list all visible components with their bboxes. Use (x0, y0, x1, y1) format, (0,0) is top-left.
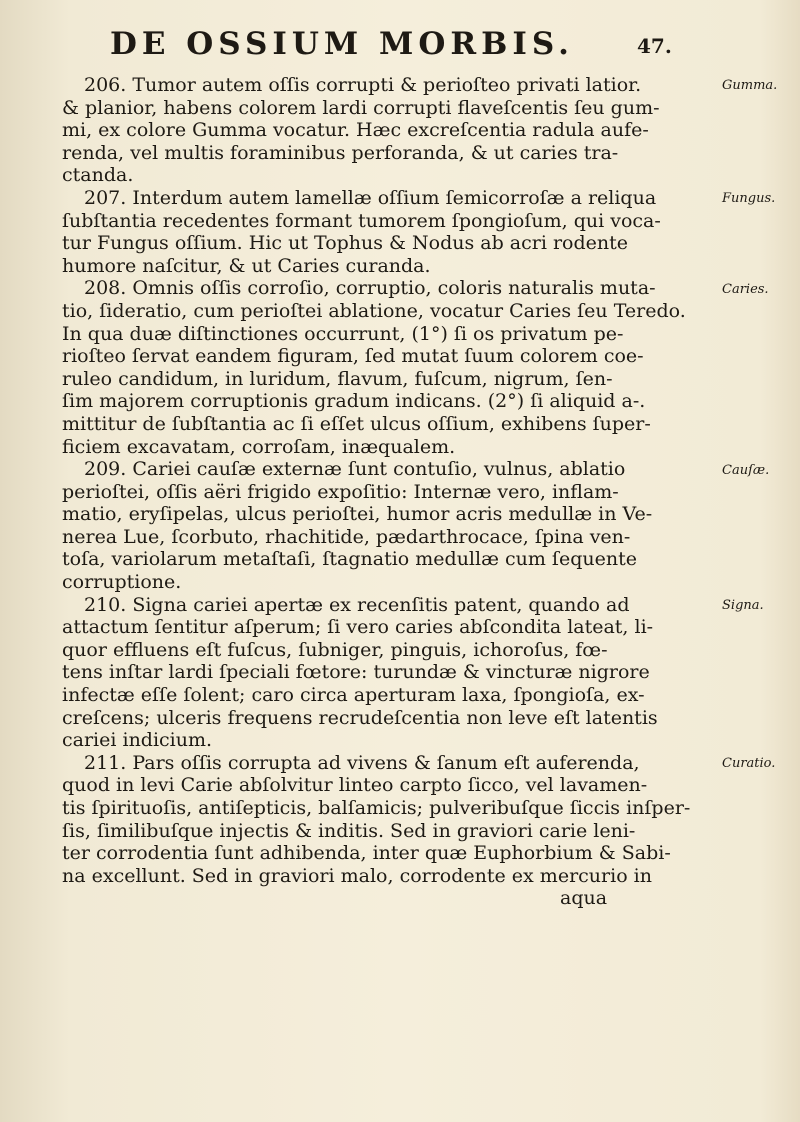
running-title: DE OSSIUM MORBIS. (110, 26, 574, 62)
text-line: infectæ eſſe ſolent; caro circa aperturam laxa, ſpongioſa, ex- (62, 684, 645, 707)
text-line: humore naſcitur, & ut Caries curanda. (62, 254, 431, 277)
text-line: mi, ex colore Gumma vocatur. Hæc excreſcentia radula aufe- (62, 119, 649, 142)
text-line: quor effluens eſt fuſcus, ſubniger, pinguis, ichoroſus, fœ- (62, 638, 608, 661)
text-line: creſcens; ulceris frequens recrudeſcentia non leve eſt latentis (62, 706, 658, 729)
text-line: quod in levi Carie abſolvitur linteo carpto ſicco, vel lavamen- (62, 774, 648, 797)
body-text (62, 74, 717, 910)
text-line: 211. Pars oſſis corrupta ad vivens & ſanum eſt auferenda, (84, 751, 640, 774)
text-line: toſa, variolarum metaſtaſi, ſtagnatio medullæ cum ſequente (62, 548, 637, 571)
text-line: nerea Lue, ſcorbuto, rhachitide, pædarthrocace, ſpina ven- (62, 525, 631, 548)
text-line: ctanda. (62, 164, 134, 187)
text-line: perioſtei, oſſis aëri frigido expoſitio: Internæ vero, inflam- (62, 480, 619, 503)
catchword: aqua (560, 887, 608, 910)
text-line: In qua duæ diſtinctiones occurrunt, (1°) ſi os privatum pe- (62, 322, 624, 345)
text-line: tis ſpirituoſis, antiſepticis, balſamicis; pulveribuſque ſiccis inſper- (62, 797, 691, 819)
text-line: ſim majorem corruptionis gradum indicans. (2°) ſi aliquid a-. (62, 390, 646, 413)
margin-note-fungus: Fungus. (722, 191, 776, 206)
text-line: ter corrodentia ſunt adhibenda, inter quæ Euphorbium & Sabi- (62, 842, 671, 865)
text-line: 207. Interdum autem lamellæ oſſium ſemicorroſæ a reliqua (84, 186, 657, 209)
text-line: rioſteo ſervat eandem figuram, ſed mutat ſuum colorem coe- (62, 345, 644, 368)
margin-note-gumma: Gumma. (722, 78, 778, 93)
text-line: ruleo candidum, in luridum, flavum, fuſcum, nigrum, ſen- (62, 367, 613, 390)
margin-note-causae: Cauſæ. (722, 463, 770, 478)
text-line: attactum ſentitur aſperum; ſi vero caries abſcondita lateat, li- (62, 616, 654, 639)
text-line: tio, ſideratio, cum perioſtei ablatione, vocatur Caries ſeu Teredo. (62, 299, 686, 322)
text-line: cariei indicium. (62, 729, 213, 752)
text-line: mittitur de ſubſtantia ac ſi eſſet ulcus oſſium, exhibens ſuper- (62, 412, 651, 435)
page-number: 47. (637, 34, 672, 58)
text-line: ſis, ſimilibuſque injectis & inditis. Sed in graviori carie leni- (62, 819, 636, 842)
text-line: 210. Signa cariei apertæ ex recenſitis patent, quando ad (84, 593, 630, 616)
text-line: corruptione. (62, 571, 182, 594)
page-header (0, 22, 800, 66)
text-line: tens inſtar lardi ſpeciali fœtore: turundæ & vincturæ nigrore (62, 661, 650, 684)
text-line: renda, vel multis foraminibus perforanda, & ut caries tra- (62, 141, 619, 164)
text-line: 208. Omnis oſſis corroſio, corruptio, coloris naturalis muta- (84, 277, 656, 300)
margin-note-signa: Signa. (722, 598, 764, 613)
text-line: & planior, habens colorem lardi corrupti flaveſcentis ſeu gum- (62, 96, 660, 119)
margin-note-curatio: Curatio. (722, 756, 776, 771)
text-line: 206. Tumor autem oſſis corrupti & perioſteo privati latior. (84, 74, 642, 96)
text-line: tur Fungus oſſium. Hic ut Tophus & Nodus ab acri rodente (62, 232, 629, 255)
text-line: na excellunt. Sed in graviori malo, corrodente ex mercurio in (62, 864, 652, 887)
text-line: matio, eryſipelas, ulcus perioſtei, humor acris medullæ in Ve- (62, 503, 653, 526)
text-line: ſubſtantia recedentes formant tumorem ſpongioſum, qui voca- (62, 209, 661, 232)
text-line: 209. Cariei cauſæ externæ ſunt contuſio, vulnus, ablatio (84, 458, 626, 481)
margin-note-caries: Caries. (722, 282, 769, 297)
text-line: ficiem excavatam, corroſam, inæqualem. (62, 435, 456, 458)
